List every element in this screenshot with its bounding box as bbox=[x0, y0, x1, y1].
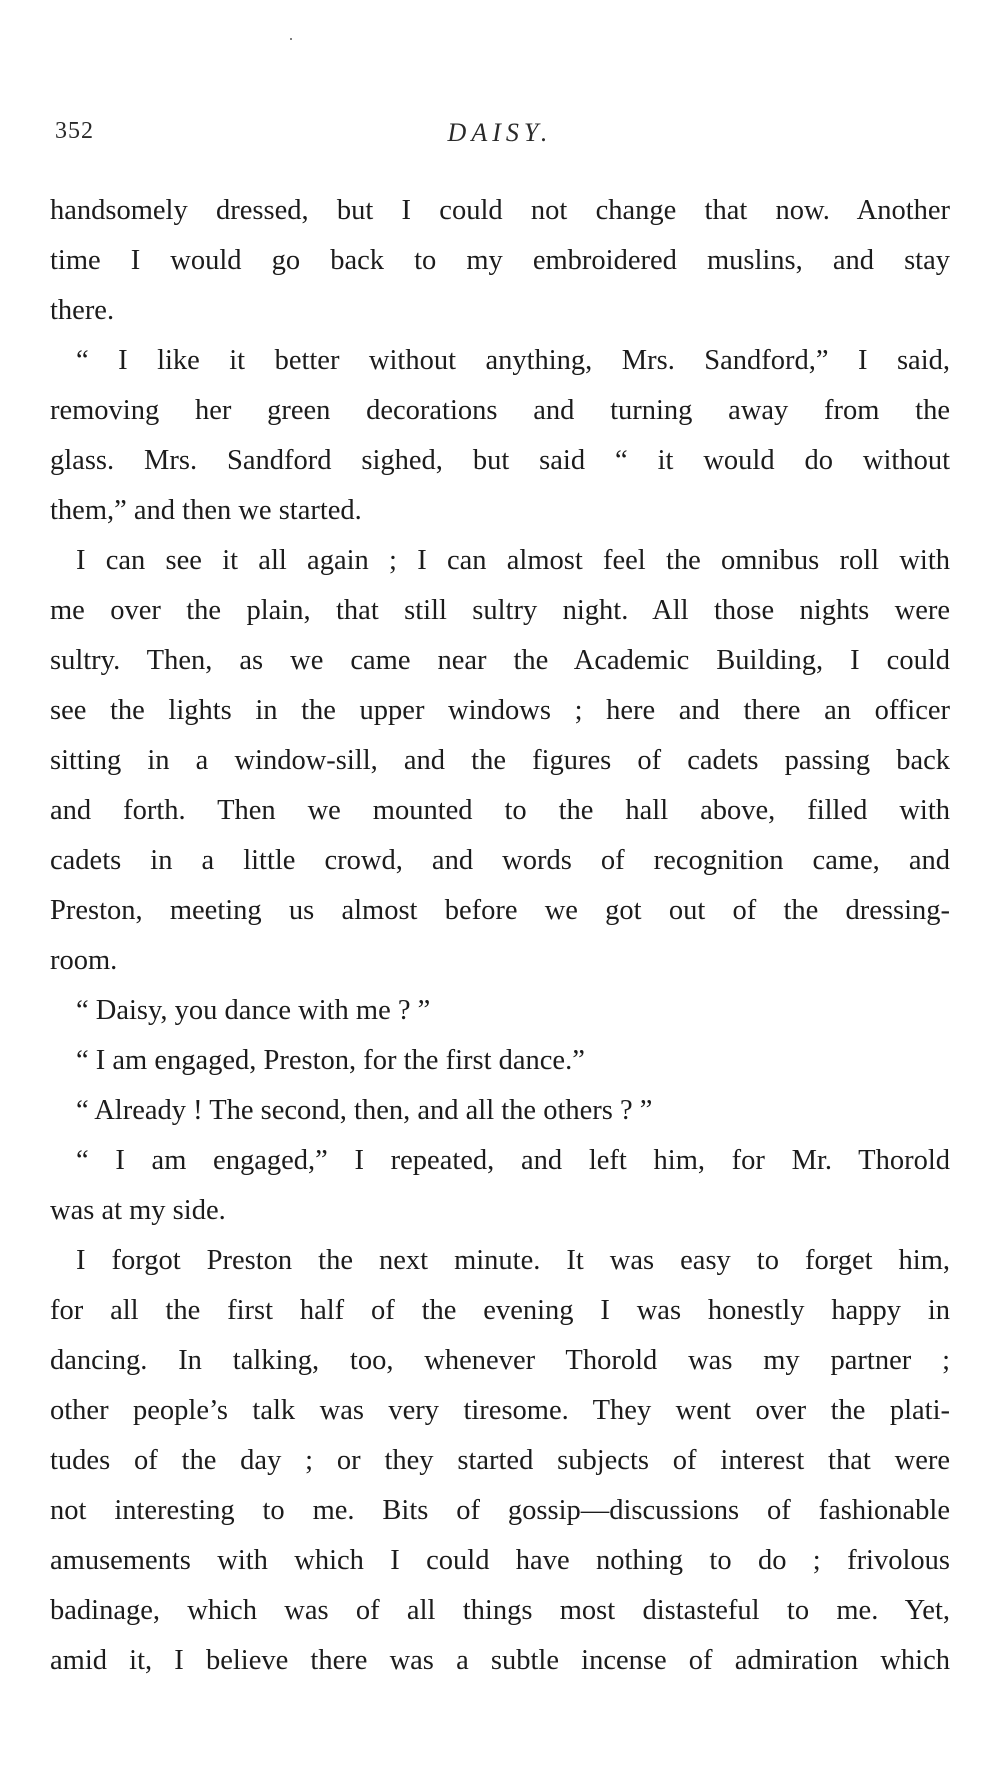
text-line: Preston, meeting us almost before we got out of the dressing- bbox=[50, 895, 950, 926]
stray-ink-mark bbox=[290, 38, 292, 40]
text-line: removing her green decorations and turning away from the bbox=[50, 395, 950, 426]
text-line: not interesting to me. Bits of gossip—discussions of fashionable bbox=[50, 1495, 950, 1526]
text-line: and forth. Then we mounted to the hall above, filled with bbox=[50, 795, 950, 826]
text-line: I forgot Preston the next minute. It was easy to forget him, bbox=[76, 1245, 950, 1276]
text-line: tudes of the day ; or they started subjects of interest that were bbox=[50, 1445, 950, 1476]
text-line: amusements with which I could have nothing to do ; frivolous bbox=[50, 1545, 950, 1576]
text-line: “ I am engaged,” I repeated, and left him, for Mr. Thorold bbox=[76, 1145, 950, 1176]
text-line: “ I like it better without anything, Mrs. Sandford,” I said, bbox=[76, 345, 950, 376]
text-line: dancing. In talking, too, whenever Thorold was my partner ; bbox=[50, 1345, 950, 1376]
running-title: DAISY. bbox=[447, 118, 553, 147]
text-line: amid it, I believe there was a subtle incense of admiration which bbox=[50, 1645, 950, 1676]
text-line: room. bbox=[50, 945, 118, 976]
text-line: time I would go back to my embroidered muslins, and stay bbox=[50, 245, 950, 276]
text-line: “ Already ! The second, then, and all the others ? ” bbox=[76, 1095, 653, 1126]
text-line: there. bbox=[50, 295, 115, 326]
text-line: glass. Mrs. Sandford sighed, but said “ it would do without bbox=[50, 445, 950, 476]
text-line: them,” and then we started. bbox=[50, 495, 362, 526]
text-line: see the lights in the upper windows ; here and there an officer bbox=[50, 695, 950, 726]
text-line: sultry. Then, as we came near the Academic Building, I could bbox=[50, 645, 950, 676]
text-line: cadets in a little crowd, and words of recognition came, and bbox=[50, 845, 950, 876]
text-line: I can see it all again ; I can almost feel the omnibus roll with bbox=[76, 545, 950, 576]
text-line: other people’s talk was very tiresome. They went over the plati- bbox=[50, 1395, 950, 1426]
text-line: badinage, which was of all things most distasteful to me. Yet, bbox=[50, 1595, 950, 1626]
body-text bbox=[50, 186, 950, 1686]
text-line: was at my side. bbox=[50, 1195, 226, 1226]
text-line: “ I am engaged, Preston, for the first dance.” bbox=[76, 1045, 585, 1076]
text-line: “ Daisy, you dance with me ? ” bbox=[76, 995, 431, 1026]
text-line: sitting in a window-sill, and the figures of cadets passing back bbox=[50, 745, 950, 776]
text-line: me over the plain, that still sultry night. All those nights were bbox=[50, 595, 950, 626]
page-number: 352 bbox=[55, 118, 94, 144]
text-line: handsomely dressed, but I could not change that now. Another bbox=[50, 195, 950, 226]
text-line: for all the first half of the evening I was honestly happy in bbox=[50, 1295, 950, 1326]
